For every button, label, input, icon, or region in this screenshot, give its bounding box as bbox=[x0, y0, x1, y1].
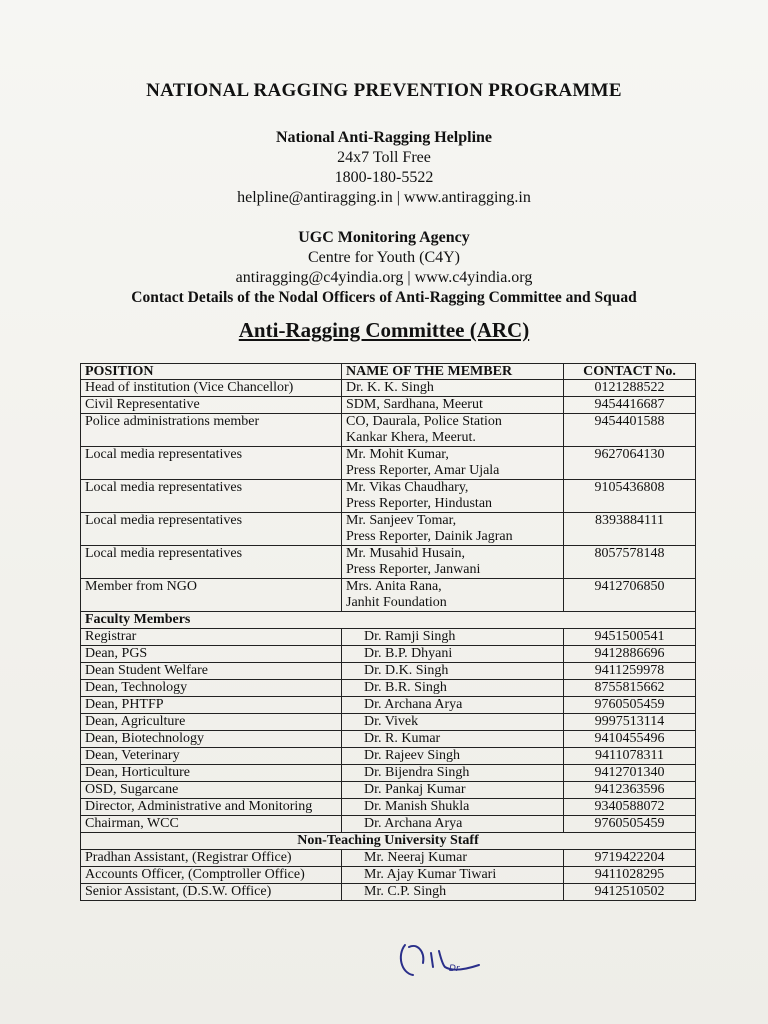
faculty-name: Dr. Vivek bbox=[342, 714, 564, 731]
agency-contacts: antiragging@c4yindia.org | www.c4yindia.org bbox=[235, 269, 533, 286]
member-name-cell bbox=[342, 480, 564, 513]
member-name: SDM, Sardhana, Meerut bbox=[346, 397, 483, 412]
staff-name: Mr. Neeraj Kumar bbox=[342, 850, 564, 867]
helpline-contacts: helpline@antiragging.in | www.antiragging.in bbox=[237, 189, 531, 206]
agency-title: UGC Monitoring Agency bbox=[298, 229, 470, 246]
committee-table-wrapper bbox=[80, 363, 695, 901]
member-position: Member from NGO bbox=[81, 579, 342, 612]
member-contact: 9454416687 bbox=[564, 397, 696, 414]
faculty-name: Dr. D.K. Singh bbox=[342, 663, 564, 680]
helpline-line-1: 24x7 Toll Free bbox=[337, 149, 431, 166]
helpline-title: National Anti-Ragging Helpline bbox=[275, 129, 493, 146]
member-position: Local media representatives bbox=[81, 513, 342, 546]
member-position: Local media representatives bbox=[81, 447, 342, 480]
signature-stroke bbox=[401, 945, 479, 975]
faculty-position: Dean, Horticulture bbox=[81, 765, 342, 782]
member-position: Head of institution (Vice Chancellor) bbox=[81, 380, 342, 397]
table-row bbox=[81, 799, 696, 816]
staff-section-row-label: Non-Teaching University Staff bbox=[81, 833, 696, 850]
faculty-position: Dean Student Welfare bbox=[81, 663, 342, 680]
faculty-position: Chairman, WCC bbox=[81, 816, 342, 833]
programme-title: NATIONAL RAGGING PREVENTION PROGRAMME bbox=[146, 80, 622, 101]
table-row bbox=[81, 397, 696, 414]
member-contact: 8393884111 bbox=[564, 513, 696, 546]
staff-contact: 9719422204 bbox=[564, 850, 696, 867]
agency-block bbox=[0, 228, 768, 288]
table-header-row bbox=[81, 364, 696, 380]
faculty-position: Dean, Agriculture bbox=[81, 714, 342, 731]
member-position: Local media representatives bbox=[81, 546, 342, 579]
table-row bbox=[81, 714, 696, 731]
header-position: POSITION bbox=[81, 364, 342, 380]
table-row bbox=[81, 884, 696, 901]
table-row bbox=[81, 646, 696, 663]
faculty-contact: 9997513114 bbox=[564, 714, 696, 731]
committee-table bbox=[80, 363, 696, 901]
header-name: NAME OF THE MEMBER bbox=[342, 364, 564, 380]
table-row bbox=[81, 680, 696, 697]
table-row bbox=[81, 579, 696, 612]
member-name-cell bbox=[342, 380, 564, 397]
member-position: Police administrations member bbox=[81, 414, 342, 447]
member-name-cell bbox=[342, 447, 564, 480]
faculty-position: Dean, Biotechnology bbox=[81, 731, 342, 748]
member-name: Mr. Vikas Chaudhary, bbox=[346, 480, 469, 495]
staff-name: Mr. Ajay Kumar Tiwari bbox=[342, 867, 564, 884]
member-name-cell bbox=[342, 546, 564, 579]
member-name: CO, Daurala, Police Station bbox=[346, 414, 502, 429]
faculty-name: Dr. Pankaj Kumar bbox=[342, 782, 564, 799]
member-contact: 0121288522 bbox=[564, 380, 696, 397]
member-contact: 9627064130 bbox=[564, 447, 696, 480]
faculty-position: Registrar bbox=[81, 629, 342, 646]
member-name: Mr. Sanjeev Tomar, bbox=[346, 513, 457, 528]
faculty-contact: 8755815662 bbox=[564, 680, 696, 697]
agency-line-1: Centre for Youth (C4Y) bbox=[308, 249, 460, 266]
table-row bbox=[81, 697, 696, 714]
member-name-detail: Press Reporter, Amar Ujala bbox=[346, 463, 500, 478]
committee-title: Anti-Ragging Committee (ARC) bbox=[238, 318, 530, 342]
signature-text: Dr bbox=[449, 964, 460, 974]
faculty-position: Dean, PHTFP bbox=[81, 697, 342, 714]
member-name-cell bbox=[342, 579, 564, 612]
faculty-contact: 9411078311 bbox=[564, 748, 696, 765]
member-name-detail: Press Reporter, Janwani bbox=[346, 562, 481, 577]
faculty-contact: 9410455496 bbox=[564, 731, 696, 748]
member-position: Local media representatives bbox=[81, 480, 342, 513]
faculty-name: Dr. Bijendra Singh bbox=[342, 765, 564, 782]
faculty-name: Dr. Archana Arya bbox=[342, 697, 564, 714]
member-name-detail: Janhit Foundation bbox=[346, 595, 447, 610]
table-row bbox=[81, 480, 696, 513]
staff-contact: 9411028295 bbox=[564, 867, 696, 884]
member-name-cell bbox=[342, 414, 564, 447]
table-row bbox=[81, 782, 696, 799]
staff-position: Accounts Officer, (Comptroller Office) bbox=[81, 867, 342, 884]
faculty-contact: 9340588072 bbox=[564, 799, 696, 816]
member-contact: 8057578148 bbox=[564, 546, 696, 579]
table-row bbox=[81, 731, 696, 748]
faculty-name: Dr. R. Kumar bbox=[342, 731, 564, 748]
faculty-contact: 9760505459 bbox=[564, 816, 696, 833]
table-row bbox=[81, 765, 696, 782]
faculty-contact: 9411259978 bbox=[564, 663, 696, 680]
table-row bbox=[81, 513, 696, 546]
member-name-cell bbox=[342, 513, 564, 546]
member-contact: 9105436808 bbox=[564, 480, 696, 513]
staff-section-row bbox=[81, 833, 696, 850]
member-contact: 9412706850 bbox=[564, 579, 696, 612]
faculty-name: Dr. Ramji Singh bbox=[342, 629, 564, 646]
faculty-contact: 9412886696 bbox=[564, 646, 696, 663]
faculty-contact: 9412363596 bbox=[564, 782, 696, 799]
member-name: Mrs. Anita Rana, bbox=[346, 579, 442, 594]
header-contact: CONTACT No. bbox=[564, 364, 696, 380]
faculty-position: OSD, Sugarcane bbox=[81, 782, 342, 799]
table-row bbox=[81, 867, 696, 884]
member-name: Dr. K. K. Singh bbox=[346, 380, 434, 395]
document-header bbox=[0, 80, 768, 288]
faculty-name: Dr. B.P. Dhyani bbox=[342, 646, 564, 663]
staff-position: Senior Assistant, (D.S.W. Office) bbox=[81, 884, 342, 901]
faculty-position: Dean, Technology bbox=[81, 680, 342, 697]
member-name-detail: Press Reporter, Hindustan bbox=[346, 496, 493, 511]
table-row bbox=[81, 629, 696, 646]
faculty-contact: 9760505459 bbox=[564, 697, 696, 714]
staff-contact: 9412510502 bbox=[564, 884, 696, 901]
signature bbox=[395, 935, 495, 985]
table-row bbox=[81, 816, 696, 833]
table-row bbox=[81, 546, 696, 579]
member-position: Civil Representative bbox=[81, 397, 342, 414]
contact-heading: Contact Details of the Nodal Officers of Anti-Ragging Committee and Squad bbox=[131, 289, 637, 306]
member-name: Mr. Mohit Kumar, bbox=[346, 447, 449, 462]
member-name-detail: Press Reporter, Dainik Jagran bbox=[346, 529, 513, 544]
faculty-name: Dr. Rajeev Singh bbox=[342, 748, 564, 765]
table-row bbox=[81, 414, 696, 447]
table-row bbox=[81, 380, 696, 397]
faculty-contact: 9412701340 bbox=[564, 765, 696, 782]
table-row bbox=[81, 447, 696, 480]
helpline-number: 1800-180-5522 bbox=[334, 169, 434, 186]
member-name-cell bbox=[342, 397, 564, 414]
faculty-name: Dr. B.R. Singh bbox=[342, 680, 564, 697]
staff-position: Pradhan Assistant, (Registrar Office) bbox=[81, 850, 342, 867]
faculty-section-row-label: Faculty Members bbox=[81, 612, 696, 629]
faculty-position: Director, Administrative and Monitoring bbox=[81, 799, 342, 816]
faculty-name: Dr. Manish Shukla bbox=[342, 799, 564, 816]
member-contact: 9454401588 bbox=[564, 414, 696, 447]
staff-name: Mr. C.P. Singh bbox=[342, 884, 564, 901]
faculty-name: Dr. Archana Arya bbox=[342, 816, 564, 833]
member-name-detail: Kankar Khera, Meerut. bbox=[346, 430, 476, 445]
table-row bbox=[81, 748, 696, 765]
faculty-position: Dean, PGS bbox=[81, 646, 342, 663]
table-row bbox=[81, 850, 696, 867]
member-name: Mr. Musahid Husain, bbox=[346, 546, 465, 561]
faculty-position: Dean, Veterinary bbox=[81, 748, 342, 765]
faculty-section-row bbox=[81, 612, 696, 629]
table-row bbox=[81, 663, 696, 680]
faculty-contact: 9451500541 bbox=[564, 629, 696, 646]
